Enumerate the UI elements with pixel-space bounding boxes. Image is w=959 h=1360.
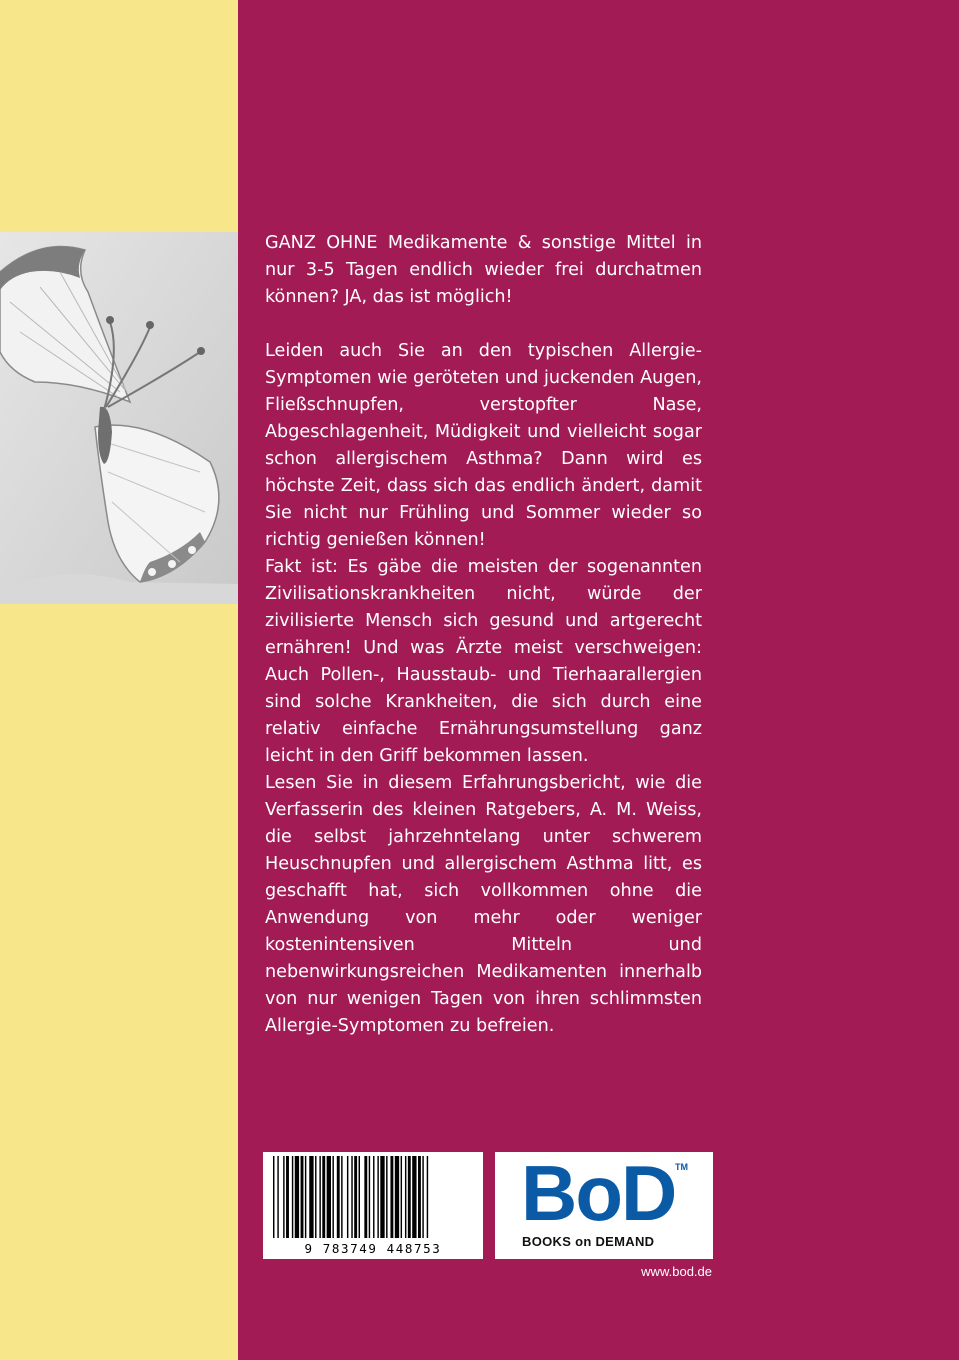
barcode-bar: [341, 1156, 342, 1238]
barcode-bar: [422, 1156, 423, 1238]
barcode-bar: [273, 1156, 274, 1238]
barcode-bar: [322, 1156, 325, 1238]
barcode-bar: [354, 1156, 357, 1238]
barcode-bar: [347, 1156, 348, 1238]
barcode-bar: [286, 1156, 289, 1238]
barcode-bar: [412, 1156, 416, 1238]
barcode-bar: [283, 1156, 284, 1238]
barcode-bar: [359, 1156, 360, 1238]
back-cover-blurb: [265, 230, 702, 1040]
isbn-number: 9 783749 448753: [304, 1241, 442, 1256]
barcode-bar: [277, 1156, 278, 1238]
barcode-bar: [364, 1156, 367, 1238]
barcode-bar: [373, 1156, 374, 1238]
barcode-bar: [390, 1156, 393, 1238]
bod-logo-wordmark: BoD: [521, 1149, 676, 1237]
yellow-side-strip: [0, 0, 238, 1360]
barcode-bar: [427, 1156, 428, 1238]
butterfly-photo: [0, 232, 238, 604]
barcode-bars: [263, 1152, 483, 1240]
barcode-bar: [369, 1156, 370, 1238]
trademark-mark: TM: [675, 1162, 688, 1172]
blurb-headline: GANZ OHNE Medikamente & sonstige Mittel in nur 3-5 Tagen endlich wieder frei durchatmen können? JA, das ist möglich!: [265, 233, 702, 307]
barcode-bar: [405, 1156, 406, 1238]
barcode-bar: [408, 1156, 411, 1238]
barcode-bar: [395, 1156, 399, 1238]
barcode-bar: [319, 1156, 320, 1238]
publisher-url: www.bod.de: [641, 1264, 712, 1279]
barcode-bar: [380, 1156, 384, 1238]
barcode-bar: [315, 1156, 316, 1238]
isbn-barcode: [263, 1152, 483, 1259]
barcode-bar: [309, 1156, 313, 1238]
bod-logo-tagline: BOOKS on DEMAND: [522, 1234, 655, 1249]
blurb-paragraph-symptoms: Leiden auch Sie an den typischen Allergie-Symptomen wie geröteten und juckenden Augen, Fließschnupfen, verstopfter Nase, Abgeschlagenheit, Müdigkeit und vielleicht sogar schon allergischem Asthma? Dann wird es höchste Zeit, dass sich das endlich ändert, damit Sie nicht nur Frühling und Sommer wieder so richtig genießen können!: [265, 341, 702, 550]
barcode-bar: [351, 1156, 352, 1238]
barcode-bar: [386, 1156, 387, 1238]
blurb-paragraph-author: Lesen Sie in diesem Erfahrungsbericht, wie die Verfasserin des kleinen Ratgebers, A. M. Weiss, die selbst jahrzehntelang unter schwerem Heuschnupfen und allergischem Asthma litt, es geschafft hat, sich vollkommen ohne die Anwendung von mehr oder weniger kostenintensiven Mitteln und nebenwirkungsreichen Medikamenten innerhalb von nur wenigen Tagen von ihren schlimmsten Allergie-Symptomen zu befreien.: [265, 773, 702, 1036]
barcode-bar: [418, 1156, 421, 1238]
barcode-bar: [292, 1156, 293, 1238]
barcode-bar: [301, 1156, 304, 1238]
barcode-bar: [332, 1156, 333, 1238]
barcode-bar: [337, 1156, 340, 1238]
barcode-bar: [377, 1156, 378, 1238]
barcode-bar: [401, 1156, 402, 1238]
publisher-logo: [495, 1149, 713, 1259]
barcode-bar: [305, 1156, 306, 1238]
barcode-bar: [327, 1156, 331, 1238]
barcode-bar: [295, 1156, 299, 1238]
blurb-paragraph-facts: Fakt ist: Es gäbe die meisten der sogenannten Zivilisationskrankheiten nicht, würde der zivilisierte Mensch sich gesund und artgerecht ernähren! Und was Ärzte meist verschweigen: Auch Pollen-, Hausstaub- und Tierhaarallergien sind solche Krankheiten, die sich durch eine relativ einfache Ernährungsumstellung ganz leicht in den Griff bekommen lassen.: [265, 557, 702, 766]
